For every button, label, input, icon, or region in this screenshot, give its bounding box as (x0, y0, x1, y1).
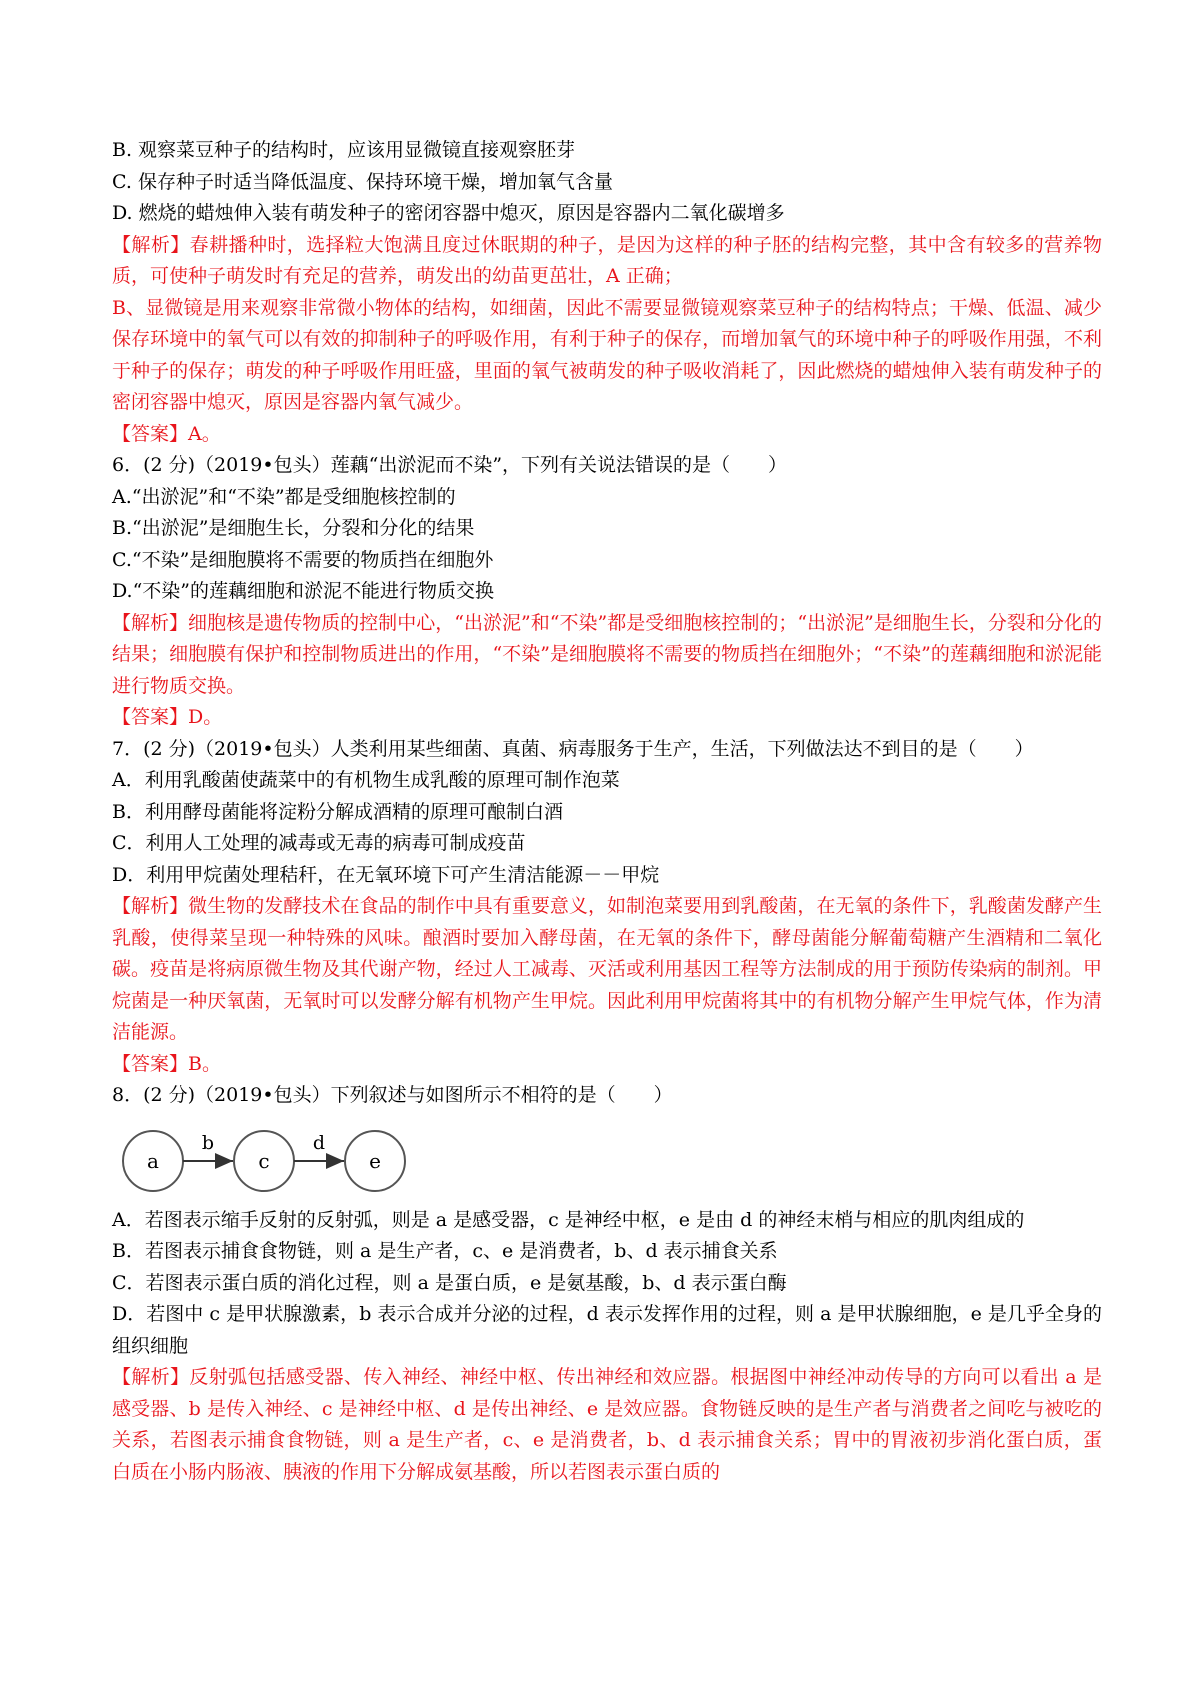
q6-analysis: 【解析】细胞核是遗传物质的控制中心，“出淤泥”和“不染”都是受细胞核控制的；“出淤泥”是细胞生长，分裂和分化的结果；细胞膜有保护和控制物质进出的作用，“不染”是细胞膜将不需要的物质挡在细胞外；“不染”的莲藕细胞和淤泥能进行物质交换。 (112, 611, 1102, 697)
q5-analysis: 【解析】春耕播种时，选择粒大饱满且度过休眠期的种子，是因为这样的种子胚的结构完整，其中含有较多的营养物质，可使种子萌发时有充足的营养，萌发出的幼苗更茁壮，A 正确； (112, 233, 1102, 287)
q5-answer: 【答案】A。 (112, 422, 221, 445)
q5-option-c: C. 保存种子时适当降低温度、保持环境干燥，增加氧气含量 (112, 170, 613, 193)
q8-option-c: C．若图表示蛋白质的消化过程，则 a 是蛋白质，e 是氨基酸，b、d 表示蛋白酶 (112, 1271, 787, 1294)
q6-answer: 【答案】D。 (112, 706, 223, 728)
q5-analysis-continued: B、显微镜是用来观察非常微小物体的结构，如细菌，因此不需要显微镜观察菜豆种子的结构特点；干燥、低温、减少保存环境中的氧气可以有效的抑制种子的呼吸作用，有利于种子的保存，而增加氧气的环境中种子的呼吸作用强，不利于种子的保存；萌发的种子呼吸作用旺盛，里面的氧气被萌发的种子吸收消耗了，因此燃烧的蜡烛伸入装有萌发种子的密闭容器中熄灭，原因是容器内氧气减少。 (112, 296, 1102, 413)
node-e-label: e (369, 1148, 381, 1173)
q7-option-c: C．利用人工处理的减毒或无毒的病毒可制成疫苗 (112, 832, 526, 854)
edge-d-label: d (312, 1131, 326, 1154)
q7-option-d: D．利用甲烷菌处理秸秆，在无氧环境下可产生清洁能源－－甲烷 (112, 863, 660, 886)
q7-answer: 【答案】B。 (112, 1052, 221, 1075)
flow-diagram-svg (120, 1115, 420, 1197)
q7-option-b: B．利用酵母菌能将淀粉分解成酒精的原理可酿制白酒 (112, 800, 563, 823)
node-c-label: c (258, 1148, 270, 1173)
node-a-label: a (147, 1148, 159, 1173)
q6-option-d: D.“不染”的莲藕细胞和淤泥不能进行物质交换 (112, 580, 495, 602)
q6-option-b: B.“出淤泥”是细胞生长，分裂和分化的结果 (112, 517, 475, 539)
q6-option-c: C.“不染”是细胞膜将不需要的物质挡在细胞外 (112, 548, 494, 571)
page-content (112, 135, 1102, 1488)
q6-option-a: A.“出淤泥”和“不染”都是受细胞核控制的 (112, 485, 456, 508)
q7-option-a: A．利用乳酸菌使蔬菜中的有机物生成乳酸的原理可制作泡菜 (112, 769, 620, 791)
q8-option-b: B．若图表示捕食食物链，则 a 是生产者，c、e 是消费者，b、d 表示捕食关系 (112, 1240, 778, 1262)
q7-stem: 7．(2 分)（2019•包头）人类利用某些细菌、真菌、病毒服务于生产，生活，下列做法达不到目的是（ ） (112, 737, 1034, 760)
q8-analysis: 【解析】反射弧包括感受器、传入神经、神经中枢、传出神经和效应器。根据图中神经冲动传导的方向可以看出 a 是感受器、b 是传入神经、c 是神经中枢、d 是传出神经、e 是效应器。食物链反映的是生产者与消费者之间吃与被吃的关系，若图表示捕食食物链，则 a 是生产者，c、e 是消费者，b、d 表示捕食关系；胃中的胃液初步消化蛋白质，蛋白质在小肠内肠液、胰液的作用下分解成氨基酸，所以若图表示蛋白质的 (112, 1366, 1102, 1483)
q8-option-a: A．若图表示缩手反射的反射弧，则是 a 是感受器，c 是神经中枢，e 是由 d 的神经末梢与相应的肌肉组成的 (112, 1208, 1025, 1231)
q6-stem: 6．(2 分)（2019•包头）莲藕“出淤泥而不染”，下列有关说法错误的是（ ） (112, 454, 788, 476)
q5-option-b: B. 观察菜豆种子的结构时，应该用显微镜直接观察胚芽 (112, 139, 576, 161)
q8-stem: 8．(2 分)（2019•包头）下列叙述与如图所示不相符的是（ ） (112, 1084, 673, 1106)
flow-diagram (112, 1115, 1102, 1205)
q7-analysis: 【解析】微生物的发酵技术在食品的制作中具有重要意义，如制泡菜要用到乳酸菌，在无氧的条件下，乳酸菌发酵产生乳酸，使得菜呈现一种特殊的风味。酿酒时要加入酵母菌，在无氧的条件下，酵母菌能分解葡萄糖产生酒精和二氧化碳。疫苗是将病原微生物及其代谢产物，经过人工减毒、灭活或利用基因工程等方法制成的用于预防传染病的制剂。甲烷菌是一种厌氧菌，无氧时可以发酵分解有机物产生甲烷。因此利用甲烷菌将其中的有机物分解产生甲烷气体，作为清洁能源。 (112, 895, 1102, 1043)
q8-option-d: D．若图中 c 是甲状腺激素，b 表示合成并分泌的过程，d 表示发挥作用的过程，则 a 是甲状腺细胞，e 是几乎全身的组织细胞 (112, 1303, 1102, 1357)
edge-b-label: b (201, 1131, 215, 1154)
q5-option-d: D. 燃烧的蜡烛伸入装有萌发种子的密闭容器中熄灭，原因是容器内二氧化碳增多 (112, 202, 785, 224)
